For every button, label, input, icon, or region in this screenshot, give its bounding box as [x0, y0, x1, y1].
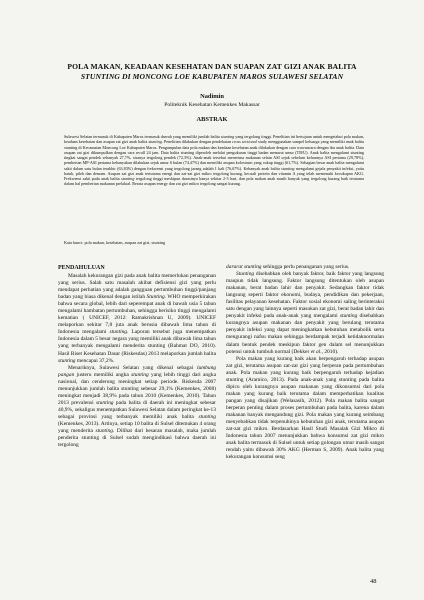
text-run: . WHO memperkirakan bahwa secara global, lebih dari seperempat anak di bawah usia 5 tahun mengalami hambatan pertumbuhan, sehingga berisiko tinggi mengalami kematian ( UNICEF, 2012: Ramakrishnan U, 2009). UNICEF melaporkan sekitar 7,8 juta anak berusia dibawah lima tahun di Indonesia mengalami [58, 294, 216, 336]
italic-term: et al [310, 348, 321, 355]
text-run: yang lebih tinggi dari angka nasional, dan cenderung meningkat setiap periode. Riskesda 2007 menunjukkan jumlah balita stunting sebesar 29,1% (Kemenkes, 2008) meningkat menjadi 38,9% pada tahun 2010 (Kemenkes, 2010). Tahun 2013 prevalensi [58, 371, 216, 406]
text-run: mencapai 37,2%. [75, 357, 115, 364]
text-run: . Laporan tersebut juga menempatkan Indonesia dalam 5 besar negara yang memiliki anak dibawah lima tahun yang terbanyak mengalami menderita stunting (Bahmat DO, 2010). Hasil Riset Kesehatan Dasar (Riskesdas) 2013 melaporkan jumlah balita [58, 329, 216, 357]
italic-term: stunting [198, 413, 216, 420]
text-run: . Dilihat dari besaran masalah, maka jumlah penderita stunting di Sulsel sudah mengindikasi bahwa daerah ini tergolong [58, 428, 217, 449]
section-heading-pendahuluan: PENDAHULUAN [58, 265, 105, 271]
abstract-text-e: mengalami gejala penyakit infeksi, yaitu batuk, pilek dan demam. Asupan zat gizi anak tertutama energi dan zat-zat gizi mikro tergolong kurang, kecuali protein dan vitamin A yang telah memenuhi kecukupan AKG. Frekwensi sakit pada anak balita [64, 165, 364, 181]
right-paragraph-0 [226, 264, 384, 271]
abstract-text-c: . Penelitian dilakukan dengan pendekatan [161, 139, 233, 145]
italic-term: stunting [131, 371, 149, 378]
left-paragraph-1 [58, 273, 216, 365]
title-line-1: POLA MAKAN, KEADAAN KESEHATAN DAN SUAPAN ZAT GIZI ANAK BALITA [67, 62, 357, 71]
abstract-text-d: study menggunakan sampel keluarga yang memiliki anak balita stunting di Kecamatan Moncong Loe Kabupaten Maros. Pengumpulan data pola makan dan keadaan kesehatan anak dilakukan dengan cara wawancara dengan ibu anak balita. Data asupan zat gizi dikumpulkan dengan cara recall 24 jam. Data balita stunting diperoleh melalui pengukuran tinggi badan menurut umur (TB/U). Anak balita mengalami stunting tingkat sangat pendek sebanyak 27,7%, sisanya tergolong pendek (72,3%). Anak-anak tersebut menerima makanan selain ASI sejak sebelum keluarnya ASI pertama (29,78%), pemberian MP-ASI pertama kebanyakan dilakukan sejak umur 6 bulan (74,47%) dan memiliki asupan kolostrum yang cukup tinggi (61,7%). Sebagian besar anak balita mengalami sakit dalam satu bulan terakhir (63,83%) dengan frekwensi yang tergolong jarang adalah 1 kali (76,67%). Kebanyak anak balita [64, 139, 364, 171]
right-paragraph-2 [226, 356, 384, 462]
text-run: justeru memiliki angka [74, 371, 132, 378]
italic-term: stunting [58, 357, 76, 364]
right-paragraph-1 [226, 271, 384, 356]
author-name: Nadimin [200, 93, 224, 100]
abstract-stunting-4: stunting [121, 176, 135, 181]
text-run: ., 2010). [320, 348, 339, 355]
text-run: Menariknya, Sulawesi Selatan yang dikenal sebagai [68, 364, 197, 371]
keywords: Kata kunci: pola makan, kesehatan, asupan zat gizi, stunting [64, 240, 166, 245]
text-run: disebabkan oleh banyak faktor, baik faktor yang langsung maupun tidak langsung. Faktor langsung ditentukan oleh asupan makanan, berat badan lahir dan penyakit. Sedangkan faktor tidak langsung seperti faktor ekonomi, budaya, pendidikan dan pekerjaan, fasilitas pelayanan kesehatan. Faktor sosial ekonomi saling berinteraksi satu dengan yang lainnya seperti masukan zat gizi, berat badan lahir dan penyakit infeksi pada anak-anak yang mengalami [226, 271, 384, 320]
abstract-text-b: yang tergolong tinggi. Penelitian ini bertujuan untuk mengetahui pola makan, keadaan kesehatan dan asupan zat gizi anak balita [64, 134, 364, 145]
italic-term: lumbung pangan [58, 364, 216, 378]
abstract-heading: ABSTRAK [196, 116, 228, 123]
text-run: Masalah kekurangan gizi pada anak balita memerlukan penanganan yang serius. Salah satu masalah akibat defisiensi gizi yang perlu mendapat perhatian yang adalah gangguan pertumbuhan tinggi/panjang badan yang biasa dikenal dengan istilah [58, 273, 216, 301]
abstract-stunting-3: stunting [281, 165, 295, 171]
italic-term: darurat stunting [226, 264, 262, 270]
text-run: pada balita di daerah ini meningkat sebesar 40,9%, sekaligus menempatkan Sulawesi Selatan dalam peringkat ke-13 sebagai provinsi yang terbanyak memiliki anak balita [58, 399, 216, 420]
abstract-stunting-2: stunting [148, 139, 162, 145]
italic-term: Stunting [146, 294, 165, 301]
italic-term: Stunting [236, 271, 255, 278]
right-column [226, 264, 384, 461]
abstract-text-a: Sulawesi Selatan termasuk di Kabupaten Maros termasuk daerah yang memiliki jumlah balita [64, 134, 221, 139]
page-number: 48 [370, 578, 377, 585]
text-run: sehingga perlu penanganan yang serius. [261, 264, 350, 270]
abstract-stunting-1: stunting [220, 134, 235, 139]
italic-term: stunting [95, 428, 113, 435]
italic-term: stunting [339, 313, 358, 320]
abstract-cross-sectional: cross sectional [232, 139, 257, 145]
text-run: (Kemenkes, 2013). Artinya, setiap 10 balita di Sulsel ditemukan 4 orang yang menderita [58, 420, 216, 435]
abstract-text-f: tergolong tinggi meskipun durasinya hanya sekitar 2-3 hari, dan pola makan anak masih banyak yang tergolong kurang baik terutama dalam hal pemberian makanan prelaktal. Rerata asupan energy dan zat gizi mikro tergolong sangat kurang. [64, 176, 364, 187]
italic-term: stunting [96, 399, 114, 406]
author-affiliation: Politeknik Kesehatan Kemenkes Makassar [164, 102, 260, 108]
text-run: Pola makan yang kurang baik akan berpengaruh terhadap asupan zat gizi, terutama asupan zat-zat gizi yang berperan pada pertumbuhan anak. Pola makan yang kurang baik berpengaruh terhadap kejadian stunting (Aramico, 2013). Pada anak-anak yang stunting pada balita dipicu oleh kurangnya asupan makanan yang dikonsumsi dari pola makan yang kurang baik terutama dalam memperhatikan kualitas pangan yang disajikan (Welasasih, 2012). Pola makan balita sangat berperan penting dalam proses pertumbuhan pada balita, karena dalam makanan banyak mengandung gizi. Pola makan yang kurang seimbang menyebabkan tidak terpenuhinya kebutuhan gizi anak, terutama asupan zat-zat gizi mikro. Berdasarkan Hasil Studi Masalah Gizi Mikro di Indonesia tahun 2007 menunjukkan bahwa konsumsi zat gizi mikro anak balita termasuk di Sulsel untuk setiap golongan umur masih sangat rendah yaitu dibawah 30% AKG (Herman S, 2009). Anak balita yang kekurangan konsumsi seng [226, 355, 384, 461]
abstract-body [64, 134, 364, 187]
left-column [58, 264, 216, 449]
article-title [40, 62, 384, 82]
left-paragraph-2 [58, 365, 216, 450]
text-run: disebabkan kurangnya asupan makanan dan penyakit yang berulang terutama penyakit infeksi yang dapat meningkatkan kebutuhan metabolik serta mengurangi nafsu makan sehingga berdampak terjadi ketidaknormalan dalam bentuk pendek meskipun faktor gen dalam sel menunjukkan potensi untuk tumbuh normal (Dekker [226, 313, 384, 355]
title-line-2: STUNTING DI MONCONG LOE KABUPATEN MAROS SULAWESI SELATAN [80, 72, 344, 81]
italic-term: stunting [109, 329, 128, 336]
